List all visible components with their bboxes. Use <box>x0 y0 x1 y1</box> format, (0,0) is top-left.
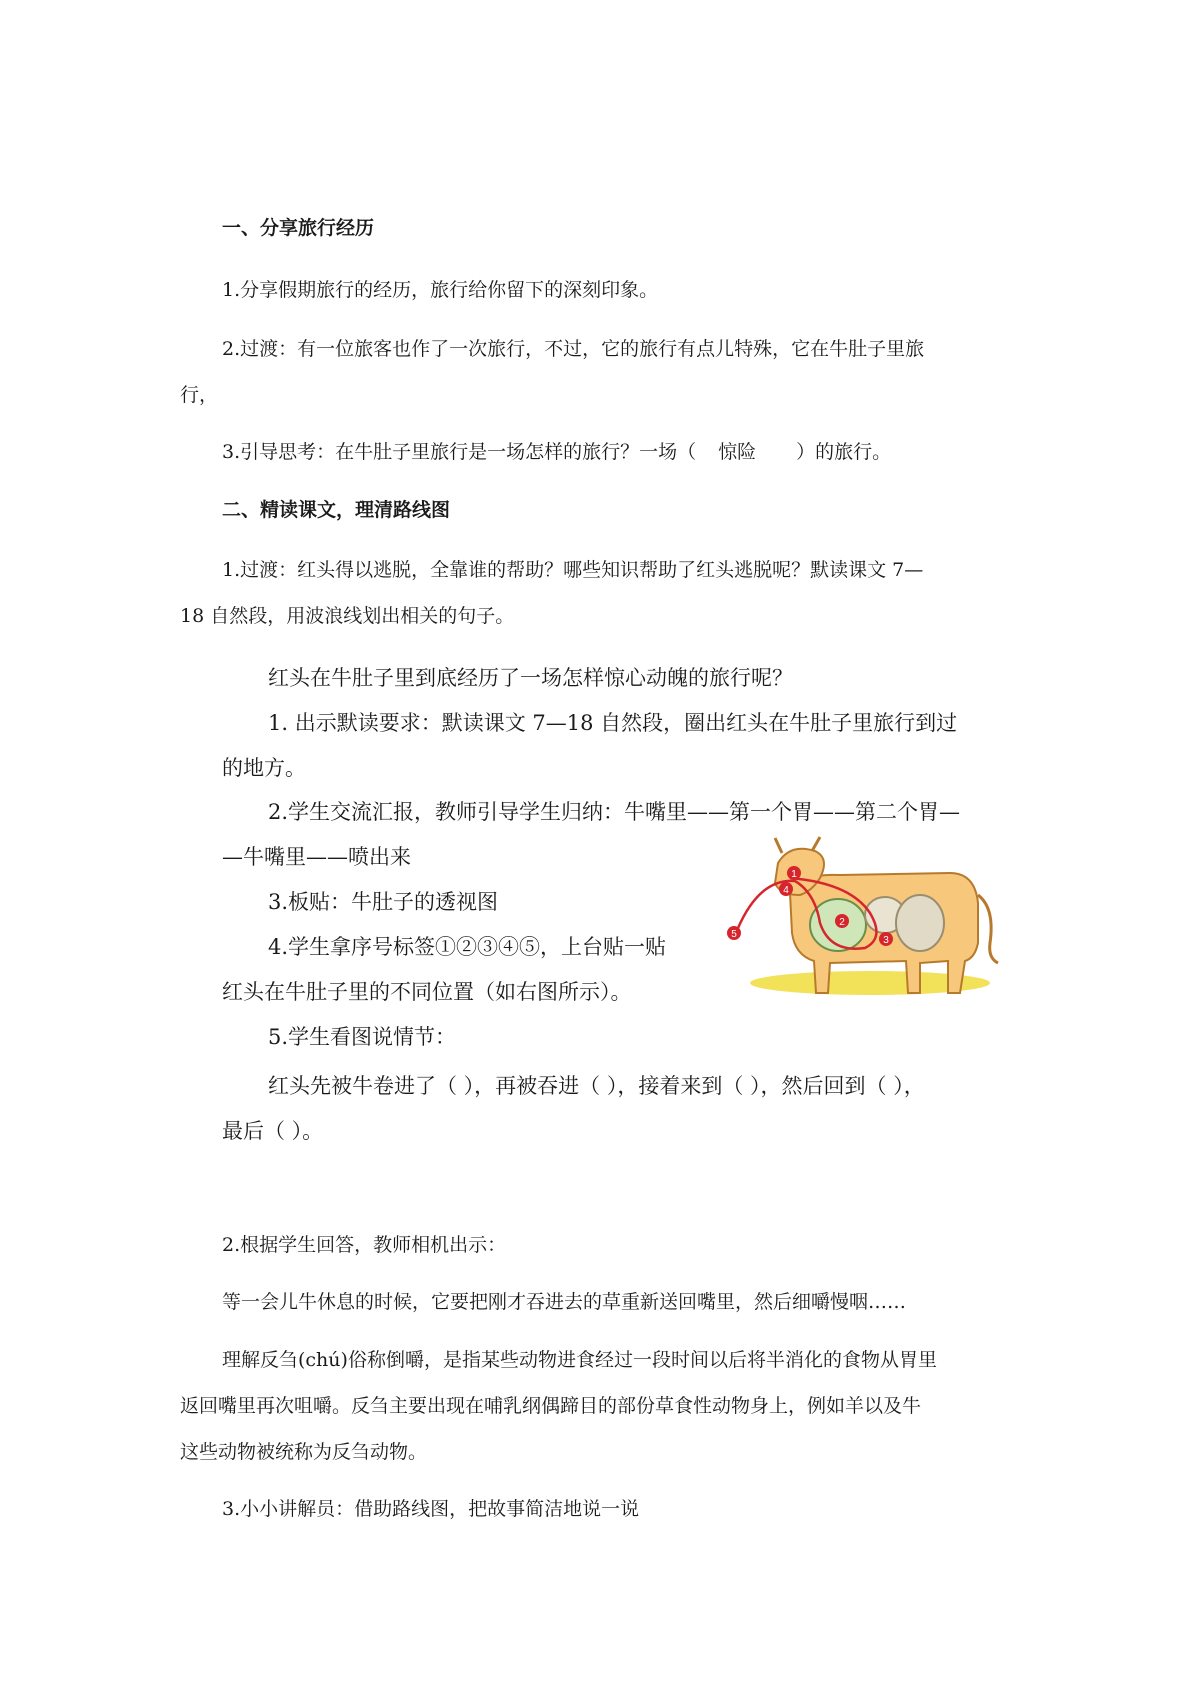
section-heading-2: 二、精读课文，理清路线图 <box>222 499 451 521</box>
inset-step-2-cont: —牛嘴里——喷出来 <box>222 845 411 869</box>
route-marker-4 <box>779 882 793 896</box>
route-marker-3 <box>879 932 893 946</box>
quote-text: 等一会儿牛休息的时候，它要把刚才吞进去的草重新送回嘴里，然后细嚼慢咽…… <box>222 1291 907 1313</box>
list-item <box>222 440 891 464</box>
cow-tail <box>978 895 998 963</box>
question-text: 3.引导思考：在牛肚子里旅行是一场怎样的旅行？一场（ <box>222 441 697 463</box>
svg-text:2: 2 <box>839 917 845 928</box>
inset-step-1-cont: 的地方。 <box>222 756 306 780</box>
route-marker-1 <box>787 866 801 880</box>
list-item: 3.小小讲解员：借助路线图，把故事简洁地说一说 <box>222 1498 640 1520</box>
list-item-continuation: 行， <box>180 384 219 406</box>
route-marker-2 <box>835 914 849 928</box>
inset-step-5: 5.学生看图说情节： <box>268 1025 457 1049</box>
list-item: 1.过渡：红头得以逃脱，全靠谁的帮助？哪些知识帮助了红头逃脱呢？默读课文 7— <box>222 559 924 581</box>
svg-text:5: 5 <box>731 929 737 940</box>
explanation-text: 返回嘴里再次咀嚼。反刍主要出现在哺乳纲偶蹄目的部份草食性动物身上，例如羊以及牛 <box>180 1395 922 1417</box>
section-heading-1: 一、分享旅行经历 <box>222 217 375 239</box>
list-item-continuation: 18 自然段，用波浪线划出相关的句子。 <box>180 605 515 627</box>
inset-step-1: 1. 出示默读要求：默读课文 7—18 自然段，圈出红头在牛肚子里旅行到过 <box>268 711 958 735</box>
list-item: 1.分享假期旅行的经历，旅行给你留下的深刻印象。 <box>222 279 659 301</box>
inset-fill-blank: 红头先被牛卷进了（ ），再被吞进（ ），接着来到（ ），然后回到（ ）， <box>268 1074 925 1098</box>
route-marker-5 <box>727 926 741 940</box>
inset-step-4-cont: 红头在牛肚子里的不同位置（如右图所示）。 <box>222 980 632 1004</box>
inset-step-2: 2.学生交流汇报，教师引导学生归纳：牛嘴里——第一个胃——第二个胃— <box>268 800 961 824</box>
inset-fill-blank-cont: 最后（ ）。 <box>222 1119 324 1143</box>
third-stomach <box>896 895 944 951</box>
inset-step-3: 3.板贴：牛肚子的透视图 <box>268 890 499 914</box>
answer-text: 惊险 <box>718 441 757 463</box>
inset-question: 红头在牛肚子里到底经历了一场怎样惊心动魄的旅行呢？ <box>268 666 793 690</box>
cow-stomach-diagram <box>720 833 1020 995</box>
list-item: 2.过渡：有一位旅客也作了一次旅行，不过，它的旅行有点儿特殊，它在牛肚子里旅 <box>222 338 925 360</box>
explanation-text: 理解反刍(chú)俗称倒嚼，是指某些动物进食经过一段时间以后将半消化的食物从胃里 <box>222 1349 937 1371</box>
svg-text:3: 3 <box>883 935 889 946</box>
question-tail: ）的旅行。 <box>796 441 892 463</box>
inset-step-4: 4.学生拿序号标签①②③④⑤，上台贴一贴 <box>268 935 667 959</box>
svg-text:1: 1 <box>791 869 797 880</box>
list-item: 2.根据学生回答，教师相机出示： <box>222 1234 507 1256</box>
svg-text:4: 4 <box>783 885 789 896</box>
explanation-text: 这些动物被统称为反刍动物。 <box>180 1441 428 1463</box>
